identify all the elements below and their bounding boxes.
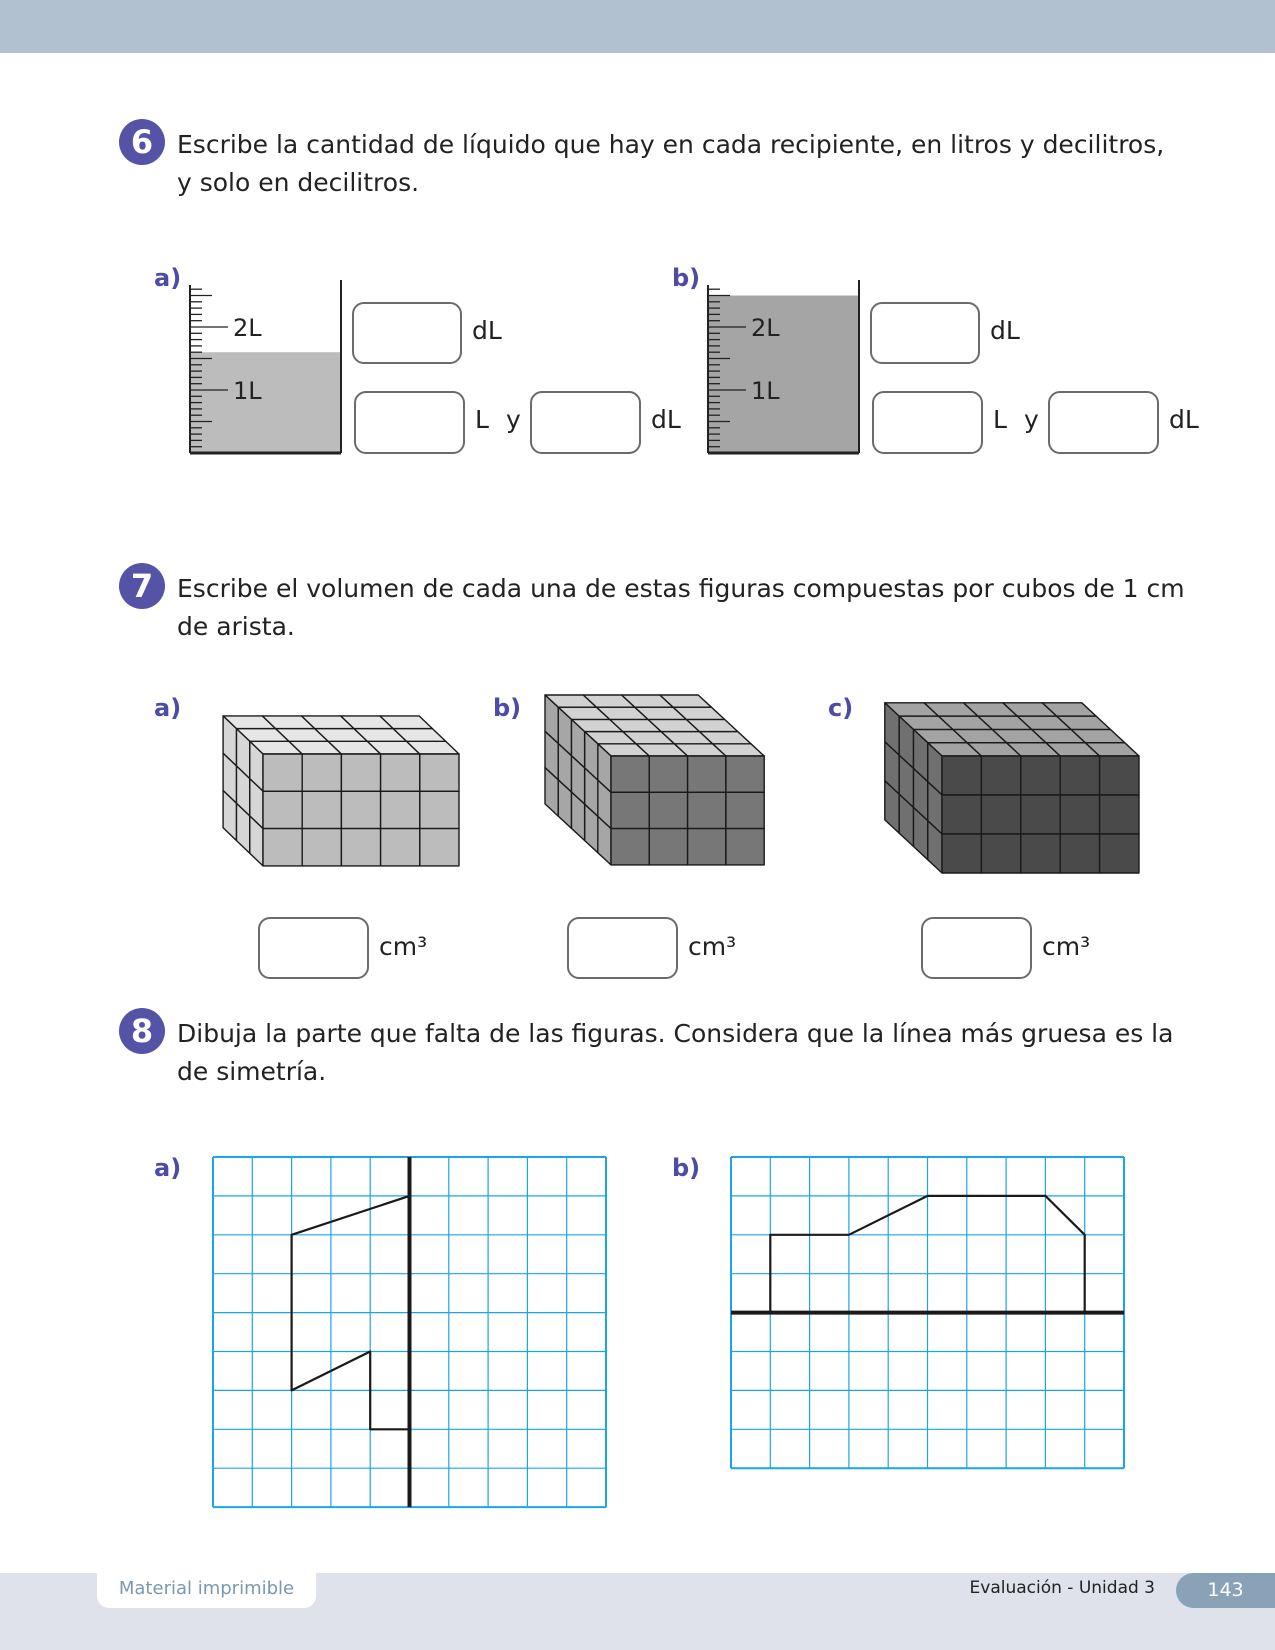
- cube-front-face: [302, 754, 341, 791]
- cube-front-face: [302, 791, 341, 828]
- cube-front-face: [1100, 795, 1139, 834]
- cube-front-face: [381, 829, 420, 866]
- question-text-line: Dibuja la parte que falta de las figuras. Considera que la línea más gruesa es la: [177, 1019, 1174, 1048]
- cube-front-face: [1100, 756, 1139, 795]
- cube-front-face: [688, 756, 726, 792]
- question-number-badge: 6: [119, 119, 165, 165]
- question-text-line: y solo en decilitros.: [177, 168, 420, 197]
- cube-front-face: [688, 829, 726, 865]
- cube-front-face: [1021, 756, 1060, 795]
- symmetry-grid-b[interactable]: [728, 1154, 1128, 1474]
- item-label: c): [828, 694, 854, 722]
- question-text-line: de simetría.: [177, 1057, 327, 1086]
- cube-front-face: [302, 829, 341, 866]
- conjunction-label: y: [1024, 405, 1039, 434]
- question-text-line: Escribe el volumen de cada una de estas figuras compuestas por cubos de 1 cm: [177, 574, 1185, 603]
- unit-label: cm³: [1042, 932, 1091, 961]
- cube-front-face: [726, 756, 764, 792]
- unit-label: dL: [1169, 405, 1199, 434]
- cube-front-face: [981, 756, 1020, 795]
- unit-label: dL: [990, 316, 1020, 345]
- cube-front-face: [942, 834, 981, 873]
- tick-label-2l: 2L: [233, 314, 262, 342]
- volume-answer-box-b[interactable]: [567, 917, 678, 979]
- volume-answer-box-a[interactable]: [258, 917, 369, 979]
- item-label: a): [154, 264, 182, 292]
- unit-label: L: [475, 405, 489, 434]
- question-number-badge: 8: [119, 1008, 165, 1054]
- cube-front-face: [649, 792, 687, 828]
- cube-front-face: [981, 834, 1020, 873]
- material-label: Material imprimible: [97, 1573, 316, 1608]
- item-label: b): [672, 1154, 701, 1182]
- cube-front-face: [942, 756, 981, 795]
- page-number: 143: [1176, 1573, 1275, 1608]
- cube-front-face: [420, 829, 459, 866]
- item-label: b): [672, 264, 701, 292]
- conjunction-label: y: [506, 405, 521, 434]
- volume-answer-box-c[interactable]: [921, 917, 1032, 979]
- question-number-badge: 7: [119, 563, 165, 609]
- cube-front-face: [1100, 834, 1139, 873]
- cube-front-face: [611, 756, 649, 792]
- question-text-line: Escribe la cantidad de líquido que hay en cada recipiente, en litros y decilitros,: [177, 130, 1165, 159]
- cube-front-face: [420, 791, 459, 828]
- cube-front-face: [381, 791, 420, 828]
- cube-front-face: [1060, 795, 1099, 834]
- cube-front-face: [341, 829, 380, 866]
- unit-label: dL: [651, 405, 681, 434]
- question-text-line: de arista.: [177, 612, 295, 641]
- cube-front-face: [1021, 834, 1060, 873]
- cube-front-face: [263, 791, 302, 828]
- cube-front-face: [688, 792, 726, 828]
- cube-front-face: [726, 792, 764, 828]
- cube-front-face: [649, 829, 687, 865]
- cube-front-face: [1021, 795, 1060, 834]
- cube-front-face: [1060, 834, 1099, 873]
- cube-front-face: [611, 792, 649, 828]
- item-label: a): [154, 1154, 182, 1182]
- question-8-text: [177, 1015, 1197, 1091]
- item-label: b): [493, 694, 522, 722]
- cube-front-face: [341, 754, 380, 791]
- cube-front-face: [381, 754, 420, 791]
- cube-front-face: [611, 829, 649, 865]
- cube-front-face: [1060, 756, 1099, 795]
- cube-front-face: [942, 795, 981, 834]
- cube-front-face: [981, 795, 1020, 834]
- unit-label: cm³: [688, 932, 737, 961]
- cube-front-face: [341, 791, 380, 828]
- unit-label: dL: [472, 316, 502, 345]
- cube-front-face: [649, 756, 687, 792]
- tick-label-1l: 1L: [233, 377, 262, 405]
- cube-front-face: [263, 829, 302, 866]
- item-label: a): [154, 694, 182, 722]
- unit-label: cm³: [379, 932, 428, 961]
- cube-front-face: [263, 754, 302, 791]
- tick-label-2l: 2L: [751, 314, 780, 342]
- cube-front-face: [420, 754, 459, 791]
- tick-label-1l: 1L: [751, 377, 780, 405]
- symmetry-grid-a[interactable]: [210, 1154, 610, 1514]
- unit-label: L: [993, 405, 1007, 434]
- section-label: Evaluación - Unidad 3: [969, 1578, 1155, 1598]
- cube-front-face: [726, 829, 764, 865]
